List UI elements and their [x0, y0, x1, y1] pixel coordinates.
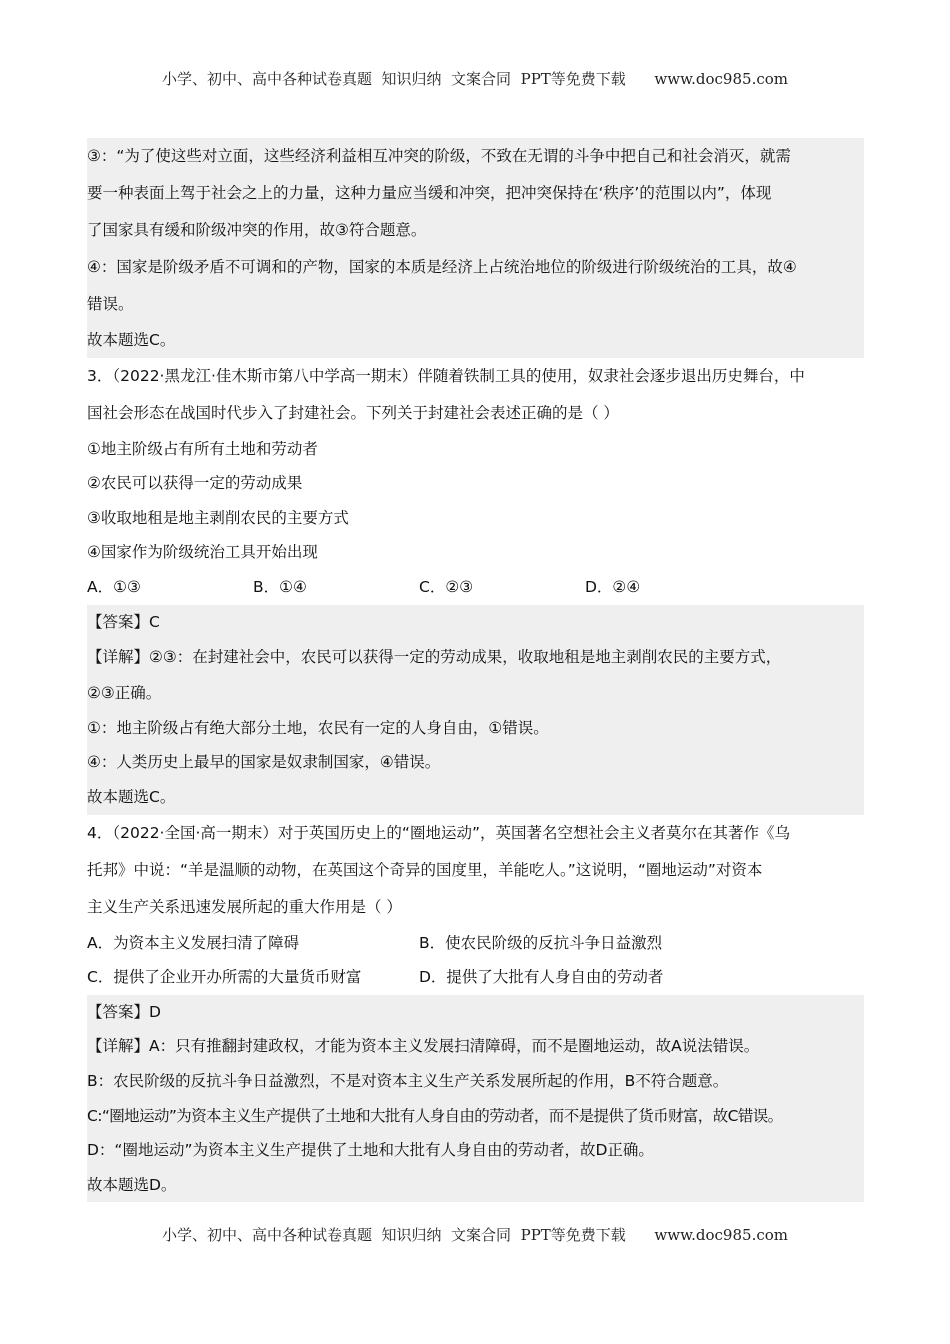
statement-item: ④国家作为阶级统治工具开始出现: [87, 543, 318, 562]
analysis-line: ④：国家是阶级矛盾不可调和的产物，国家的本质是经济上占统治地位的阶级进行阶级统治的工具，故④: [87, 258, 797, 276]
question-stem: 3．（2022·黑龙江·佳木斯市第八中学高一期末）伴随着铁制工具的使用，奴隶社会逐步退出历史舞台，中: [87, 366, 805, 385]
question-stem: 托邦》中说：“羊是温顺的动物，在英国这个奇异的国度里，羊能吃人。”这说明，“圈地运动”对资本: [87, 860, 763, 879]
page-footer: 小学、初中、高中各种试卷真题 知识归纳 文案合同 PPT等免费下载 www.doc985.com: [161, 1226, 788, 1244]
detail-line: C:“圈地运动”为资本主义生产提供了土地和大批有人身自由的劳动者，而不是提供了货币财富，故C错误。: [87, 1106, 783, 1125]
option-c: C．提供了企业开办所需的大量货币财富: [87, 968, 362, 987]
option-a: A．为资本主义发展扫清了障碍: [87, 933, 300, 952]
answer-block: [87, 605, 864, 815]
analysis-line: 了国家具有缓和阶级冲突的作用，故③符合题意。: [87, 221, 427, 239]
detail-line: ④：人类历史上最早的国家是奴隶制国家，④错误。: [87, 753, 441, 772]
question-4: [87, 815, 864, 1203]
answer-options: [87, 570, 864, 605]
answer-label: 【答案】C: [87, 612, 160, 631]
option-d: D．提供了大批有人身自由的劳动者: [419, 968, 664, 987]
answer-options-row-1: [87, 926, 864, 961]
detail-line: B：农民阶级的反抗斗争日益激烈，不是对资本主义生产关系发展所起的作用，B不符合题意。: [87, 1071, 729, 1090]
detail-line: 【详解】A：只有推翻封建政权，才能为资本主义发展扫清障碍，而不是圈地运动，故A说法错误。: [87, 1037, 760, 1056]
question-3: [87, 358, 864, 815]
option-c: C．②③: [419, 577, 474, 596]
option-b: B．使农民阶级的反抗斗争日益激烈: [419, 933, 663, 952]
question-stem: 国社会形态在战国时代步入了封建社会。下列关于封建社会表述正确的是（ ）: [87, 403, 619, 422]
option-a: A．①③: [87, 577, 141, 596]
statement-item: ②农民可以获得一定的劳动成果: [87, 474, 303, 493]
analysis-conclusion: 故本题选C。: [87, 331, 176, 349]
analysis-line: ③：“为了使这些对立面，这些经济利益相互冲突的阶级，不致在无谓的斗争中把自己和社会消灭，就需: [87, 147, 791, 165]
question-stem: 4．（2022·全国·高一期末）对于英国历史上的“圈地运动”，英国著名空想社会主义者莫尔在其著作《乌: [87, 823, 790, 842]
statement-item: ③收取地租是地主剥削农民的主要方式: [87, 508, 349, 527]
statement-item: ①地主阶级占有所有土地和劳动者: [87, 439, 318, 458]
detail-conclusion: 故本题选C。: [87, 787, 176, 806]
answer-label: 【答案】D: [87, 1002, 161, 1021]
answer-options-row-2: [87, 960, 864, 995]
detail-line: ②③正确。: [87, 684, 162, 703]
detail-line: 【详解】②③：在封建社会中，农民可以获得一定的劳动成果，收取地租是地主剥削农民的主要方式，: [87, 648, 782, 667]
analysis-line: 要一种表面上驾于社会之上的力量，这种力量应当缓和冲突，把冲突保持在‘秩序’的范围以内”，体现: [87, 184, 772, 202]
previous-analysis-block: [87, 138, 864, 358]
document-body: [87, 138, 864, 1202]
detail-conclusion: 故本题选D。: [87, 1175, 177, 1194]
question-stem: 主义生产关系迅速发展所起的重大作用是（ ）: [87, 897, 402, 916]
option-b: B．①④: [253, 577, 307, 596]
page-header: 小学、初中、高中各种试卷真题 知识归纳 文案合同 PPT等免费下载 www.doc985.com: [161, 70, 788, 88]
detail-line: ①：地主阶级占有绝大部分土地，农民有一定的人身自由，①错误。: [87, 718, 549, 737]
analysis-line: 错误。: [87, 295, 134, 313]
option-d: D．②④: [585, 577, 641, 596]
detail-line: D：“圈地运动”为资本主义生产提供了土地和大批有人身自由的劳动者，故D正确。: [87, 1141, 654, 1160]
answer-block: [87, 995, 864, 1203]
